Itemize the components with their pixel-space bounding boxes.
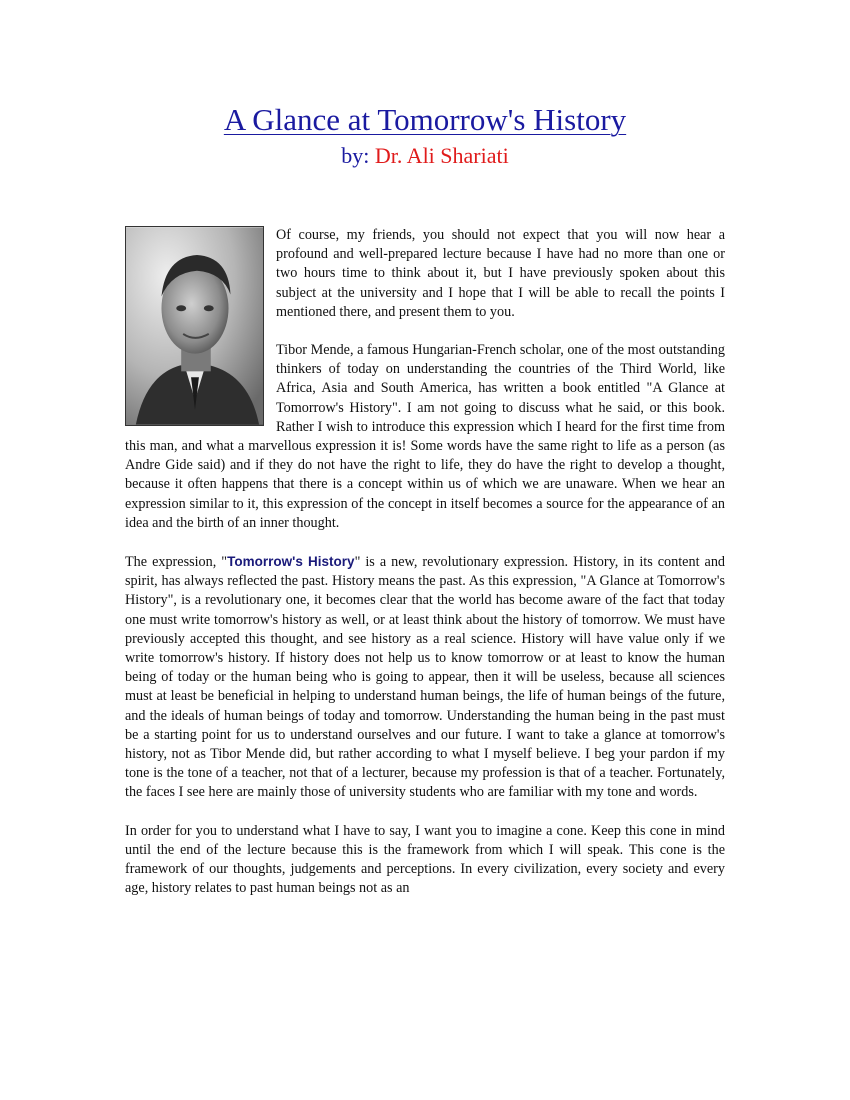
paragraph-2: Tibor Mende, a famous Hungarian-French scholar, one of the most outstanding thinkers of today on understanding the countries of the Third World, like Africa, Asia and South America, has written a book entitled "A Glance at Tomorrow's History". I am not going to discuss what he said, or this book. Rather I wish to introduce this expression which I heard for the first time from this man, and what a marvellous expression it is! Some words have the same right to life as a person (as Andre Gide said) and if they do not have the right to life, they do have the right to develop a thought, because it often happens that there is a concept within us of which we are unaware. When we hear an expression similar to it, this expression of the concept in itself becomes a source for the appearance of an idea and the birth of an inner thought.	[125, 342, 725, 531]
author-portrait	[125, 226, 264, 426]
author-name: Dr. Ali Shariati	[374, 143, 509, 168]
document-title: A Glance at Tomorrow's History	[223, 102, 627, 137]
article-body	[125, 226, 725, 918]
paragraph-1: Of course, my friends, you should not expect that you will now hear a profound and well-prepared lecture because I have had no more than one or two hours time to think about it, but I have previously spoken about this subject at the university and I hope that I will be able to recall the points I mentioned there, and present them to you.	[276, 227, 725, 320]
byline-prefix: by:	[341, 143, 370, 168]
paragraph-3-start: The expression, "	[125, 554, 228, 571]
paragraph-3-rest: " is a new, revolutionary expression. History, in its content and spirit, has always reflected the past. History means the past. As this expression, "A Glance at Tomorrow's History", is a revolutionary one, it becomes clear that the world has become aware of the fact that today one must write tomorrow's history as well, or at least think about the history of tomorrow. We must have previously accepted this thought, and see history as a real science. History will have value only if we write tomorrow's history. If history does not help us to know tomorrow or at least to know the human being of today or the human being who is going to appear, then it will be useless, because all sciences must at least be beneficial in helping to understand human beings, the life of human beings of the future, and the ideals of human beings of today and tomorrow. Understanding the human being in the past must be a starting point for us to understand ourselves and our future. I want to take a glance at tomorrow's history, not as Tibor Mende did, but rather according to what I myself believe. I beg your pardon if my tone is the tone of a teacher, not that of a lecturer, because my profession is that of a teacher. Fortunately, the faces I see here are mainly those of university students who are familiar with my tone and words.	[125, 554, 726, 801]
byline	[0, 142, 850, 170]
emphasized-phrase: Tomorrow's History	[227, 554, 355, 570]
paragraph-4: In order for you to understand what I have to say, I want you to imagine a cone. Keep this cone in mind until the end of the lecture because this is the framework from which I will speak. This cone is the framework of our thoughts, judgements and perceptions. In every civilization, every society and every age, history relates to past human beings not as an	[125, 822, 725, 897]
paragraph-3	[125, 552, 725, 803]
